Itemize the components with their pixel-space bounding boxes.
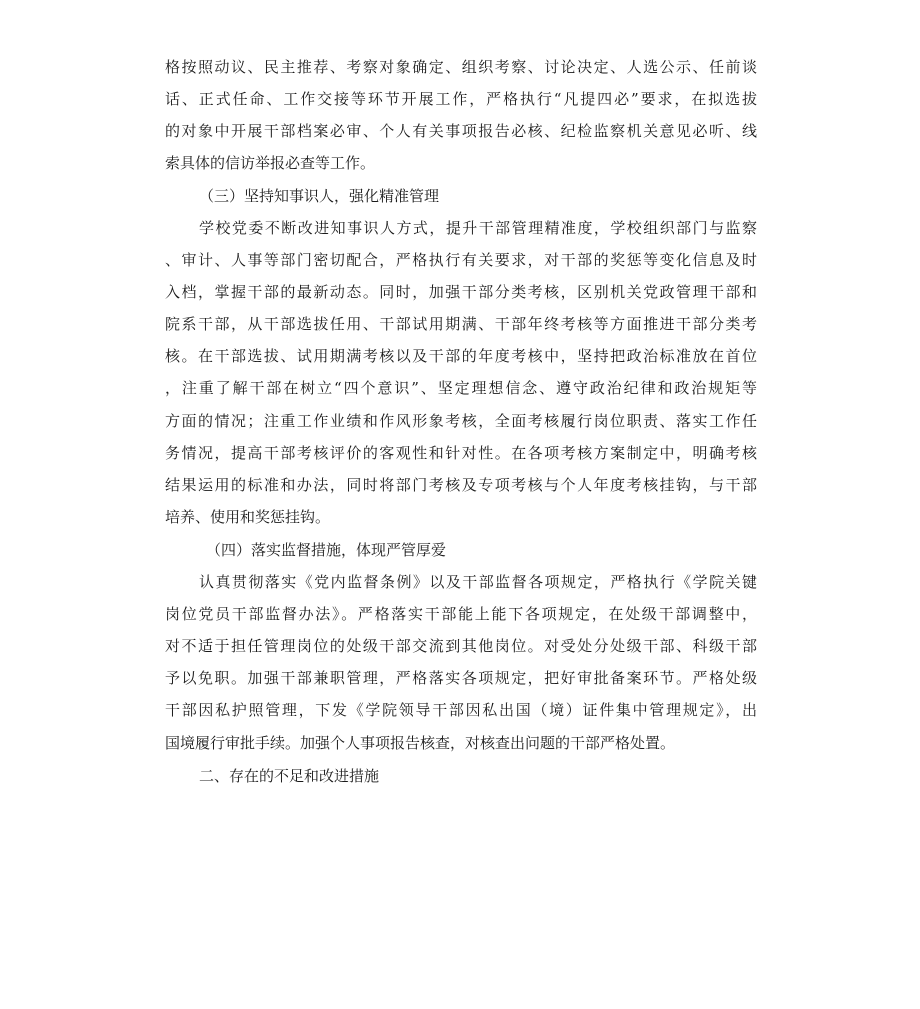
- paragraph-line: 干部因私护照管理，下发《学院领导干部因私出国（境）证件集中管理规定》，出: [165, 701, 757, 719]
- section-heading-4: （四）落实监督措施，体现严管厚爱: [206, 541, 447, 559]
- paragraph-line: 岗位党员干部监督办法》。严格落实干部能上能下各项规定，在处级干部调整中，: [165, 605, 757, 623]
- section-heading-3: （三）坚持知事识人，强化精准管理: [199, 187, 440, 205]
- paragraph-line: 学校党委不断改进知事识人方式，提升干部管理精准度，学校组织部门与监察: [199, 219, 757, 237]
- paragraph-line: 国境履行审批手续。加强个人事项报告核查，对核查出问题的干部严格处置。: [165, 734, 676, 752]
- paragraph-line: 方面的情况；注重工作业绩和作风形象考核，全面考核履行岗位职责、落实工作任: [165, 412, 757, 430]
- paragraph-line: 格按照动议、民主推荐、考察对象确定、组织考察、讨论决定、人选公示、任前谈: [165, 58, 757, 76]
- paragraph-line: 索具体的信访举报必查等工作。: [165, 154, 376, 172]
- paragraph-line: 予以免职。加强干部兼职管理，严格落实各项规定，把好审批备案环节。严格处级: [165, 669, 757, 687]
- section-heading-2: 二、存在的不足和改进措施: [199, 767, 380, 785]
- paragraph-line: 认真贯彻落实《党内监督条例》以及干部监督各项规定，严格执行《学院关键: [199, 573, 757, 591]
- paragraph-line: 院系干部，从干部选拔任用、干部试用期满、干部年终考核等方面推进干部分类考: [165, 315, 757, 333]
- paragraph-line: 务情况，提高干部考核评价的客观性和针对性。在各项考核方案制定中，明确考核: [165, 444, 757, 462]
- paragraph-line: 的对象中开展干部档案必审、个人有关事项报告必核、纪检监察机关意见必听、线: [165, 122, 757, 140]
- paragraph-line: 核。在干部选拔、试用期满考核以及干部的年度考核中，坚持把政治标准放在首位: [165, 347, 757, 365]
- paragraph-line: 对不适于担任管理岗位的处级干部交流到其他岗位。对受处分处级干部、科级干部: [165, 637, 757, 655]
- paragraph-line: 话、正式任命、工作交接等环节开展工作，严格执行“凡提四必”要求，在拟选拔: [165, 90, 757, 108]
- paragraph-line: 培养、使用和奖惩挂钩。: [165, 508, 331, 526]
- paragraph-line: 入档，掌握干部的最新动态。同时，加强干部分类考核，区别机关党政管理干部和: [165, 283, 757, 301]
- paragraph-line: ，注重了解干部在树立“四个意识”、坚定理想信念、遵守政治纪律和政治规矩等: [165, 379, 757, 397]
- paragraph-line: 结果运用的标准和办法，同时将部门考核及专项考核与个人年度考核挂钩，与干部: [165, 476, 757, 494]
- paragraph-line: 、审计、人事等部门密切配合，严格执行有关要求，对干部的奖惩等变化信息及时: [165, 251, 757, 269]
